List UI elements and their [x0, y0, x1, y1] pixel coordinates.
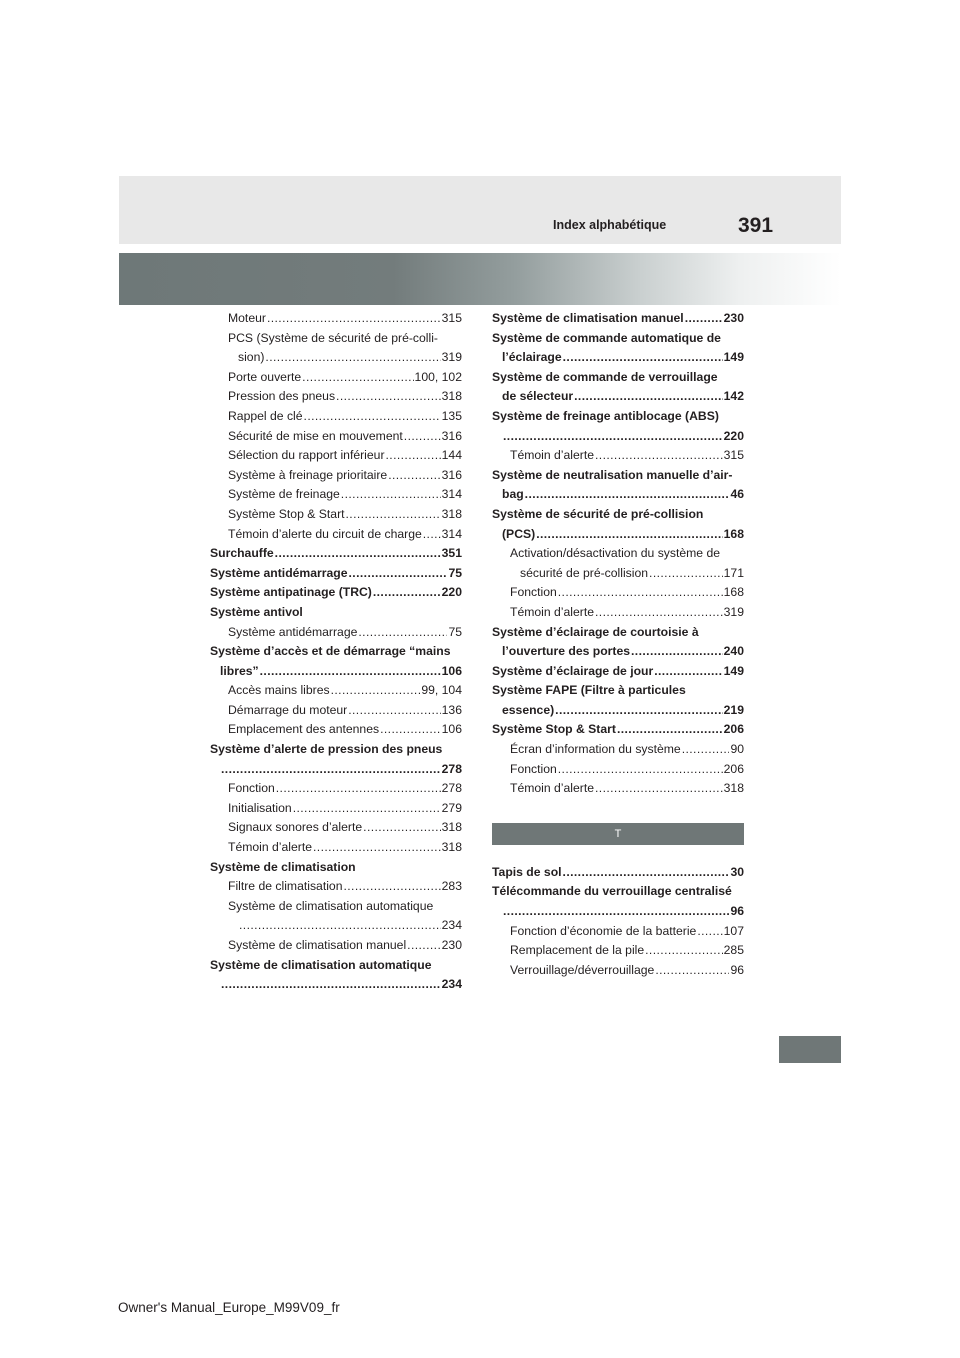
index-entry — [492, 701, 744, 721]
entry-term: sion) — [238, 350, 265, 365]
entry-term: l’ouverture des portes — [502, 644, 631, 659]
entry-page-ref: 316 — [441, 467, 462, 482]
index-entry — [492, 485, 744, 505]
index-entry — [492, 387, 744, 407]
footer-manual-id: Owner's Manual_Europe_M99V09_fr — [118, 1300, 340, 1315]
entry-page-ref: 75 — [448, 565, 462, 580]
entry-page-ref: 230 — [441, 938, 462, 952]
index-entry — [492, 720, 744, 740]
entry-page-ref: 30 — [730, 864, 744, 879]
index-entry — [492, 348, 744, 368]
entry-term: Système antipatinage (TRC) — [210, 585, 372, 600]
entry-term: Sécurité de mise en mouvement — [228, 428, 403, 443]
entry-term: Emplacement des antennes — [228, 722, 380, 737]
entry-page-ref: 106 — [441, 722, 462, 737]
entry-term: Système d’accès et de démarrage “mains — [210, 644, 451, 659]
index-entry — [210, 525, 462, 545]
index-entry — [210, 466, 462, 486]
dot-leader — [563, 348, 723, 368]
entry-term: Système antidémarrage — [210, 565, 348, 580]
dot-leader — [265, 348, 440, 368]
dot-leader — [349, 564, 448, 584]
entry-page-ref: 171 — [723, 565, 744, 580]
dot-leader — [358, 623, 447, 643]
entry-page-ref: 316 — [441, 428, 462, 443]
dot-leader — [595, 603, 723, 623]
dot-leader — [267, 309, 441, 329]
entry-page-ref: 168 — [723, 585, 744, 600]
entry-page-ref: 319 — [441, 350, 462, 365]
entry-page-ref: 96 — [730, 904, 744, 919]
dot-leader — [503, 902, 729, 922]
entry-term: Filtre de climatisation — [228, 879, 343, 894]
entry-page-ref: 278 — [441, 781, 462, 796]
entry-term: Surchauffe — [210, 546, 274, 561]
index-entry — [210, 583, 462, 603]
dot-leader — [649, 564, 723, 584]
index-entry — [210, 975, 462, 995]
entry-page-ref: 283 — [441, 879, 462, 894]
index-entry — [492, 407, 744, 427]
index-entry — [492, 623, 744, 643]
entry-term: Système de freinage antiblocage (ABS) — [492, 408, 719, 423]
index-entry — [210, 760, 462, 780]
entry-term: Verrouillage/déverrouillage — [510, 962, 655, 977]
entry-page-ref: 206 — [723, 761, 744, 776]
entry-term: bag — [502, 487, 524, 502]
dot-leader — [293, 799, 441, 819]
entry-term: Système de climatisation automatique — [210, 957, 432, 972]
entry-term: Système de freinage — [228, 487, 340, 502]
entry-page-ref: 75 — [448, 624, 462, 639]
index-entry — [492, 309, 744, 329]
dot-leader — [302, 368, 413, 388]
index-entry — [210, 681, 462, 701]
entry-page-ref: 136 — [441, 702, 462, 717]
entry-term: Système de neutralisation manuelle d’air- — [492, 467, 733, 482]
index-entry — [210, 897, 462, 917]
entry-page-ref: 220 — [441, 585, 462, 600]
entry-term: Témoin d’alerte — [228, 840, 312, 855]
dot-leader — [221, 975, 441, 995]
dot-leader — [336, 387, 441, 407]
entry-page-ref: 279 — [441, 800, 462, 815]
dot-leader — [388, 466, 440, 486]
index-entry — [210, 818, 462, 838]
page-number: 391 — [738, 214, 774, 237]
entry-term: Signaux sonores d’alerte — [228, 820, 363, 835]
entry-term: Tapis de sol — [492, 864, 562, 879]
entry-page-ref: 219 — [723, 702, 744, 717]
entry-term: essence) — [502, 702, 555, 717]
entry-page-ref: 107 — [723, 923, 744, 938]
entry-term: Fonction d’économie de la batterie — [510, 923, 697, 938]
index-entry — [210, 623, 462, 643]
dot-leader — [617, 720, 723, 740]
dot-leader — [363, 818, 441, 838]
dot-leader — [313, 838, 441, 858]
index-entry — [492, 368, 744, 388]
entry-term: Remplacement de la pile — [510, 943, 645, 958]
index-entry — [210, 838, 462, 858]
index-entry — [210, 348, 462, 368]
entry-term: (PCS) — [502, 526, 536, 541]
dot-leader — [563, 863, 730, 883]
dot-leader — [595, 446, 723, 466]
index-entry — [492, 922, 744, 942]
dot-leader — [404, 427, 441, 447]
entry-term: Télécommande du verrouillage centralisé — [492, 884, 732, 899]
entry-term: Démarrage du moteur — [228, 702, 348, 717]
dot-leader — [341, 485, 441, 505]
index-entry — [492, 902, 744, 922]
index-entry — [492, 642, 744, 662]
index-entry — [210, 387, 462, 407]
index-entry — [210, 427, 462, 447]
index-entry — [210, 779, 462, 799]
index-entry — [210, 740, 462, 760]
index-entry — [210, 956, 462, 976]
dot-leader — [331, 681, 421, 701]
index-entry — [492, 466, 744, 486]
index-entry — [492, 505, 744, 525]
index-entry — [492, 603, 744, 623]
entry-page-ref: 318 — [723, 781, 744, 796]
index-entry — [210, 564, 462, 584]
entry-page-ref: 99, 104 — [421, 683, 462, 698]
dot-leader — [631, 642, 723, 662]
index-entry — [210, 407, 462, 427]
dot-leader — [423, 525, 441, 545]
entry-term: Système d’éclairage de courtoisie à — [492, 624, 699, 639]
entry-term: l’éclairage — [502, 350, 562, 365]
entry-page-ref: 106 — [441, 663, 462, 678]
entry-term: de sélecteur — [502, 389, 574, 404]
dot-leader — [555, 701, 722, 721]
entry-page-ref: 90 — [730, 742, 744, 757]
entry-term: Fonction — [228, 781, 275, 796]
index-entry — [492, 427, 744, 447]
entry-term: Système de climatisation manuel — [492, 311, 684, 325]
entry-term: Système de climatisation — [210, 859, 356, 874]
entry-term: Système d’alerte de pression des pneus — [210, 742, 443, 757]
entry-page-ref: 319 — [723, 604, 744, 619]
entry-page-ref: 144 — [441, 448, 462, 463]
entry-page-ref: 149 — [723, 663, 744, 678]
dot-leader — [697, 922, 722, 942]
index-column-right — [492, 309, 744, 980]
index-entry — [210, 368, 462, 388]
entry-term: Système de commande de verrouillage — [492, 369, 718, 384]
entry-page-ref: 278 — [441, 761, 462, 776]
entry-page-ref: 135 — [441, 408, 462, 423]
dot-leader — [503, 427, 723, 447]
index-entry — [492, 740, 744, 760]
dot-leader — [239, 916, 441, 936]
entry-page-ref: 318 — [441, 506, 462, 521]
chapter-tab — [779, 1036, 841, 1063]
dot-leader — [558, 583, 723, 603]
entry-page-ref: 234 — [441, 918, 462, 933]
dot-leader — [380, 720, 441, 740]
index-entry — [492, 863, 744, 883]
entry-term: Système FAPE (Filtre à particules — [492, 683, 686, 698]
index-entry — [492, 525, 744, 545]
entry-page-ref: 318 — [441, 840, 462, 855]
entry-term: libres” — [220, 663, 259, 678]
entry-page-ref: 314 — [441, 487, 462, 502]
entry-page-ref: 234 — [441, 977, 462, 992]
dot-leader — [525, 485, 730, 505]
entry-term: Activation/désactivation du système de — [510, 546, 721, 561]
entry-term: Fonction — [510, 761, 557, 776]
dot-leader — [574, 387, 723, 407]
index-entry — [210, 329, 462, 349]
entry-page-ref: 142 — [723, 389, 744, 404]
entry-term: Témoin d’alerte — [510, 448, 594, 463]
entry-page-ref: 314 — [441, 526, 462, 541]
dot-leader — [645, 941, 723, 961]
index-entry — [210, 544, 462, 564]
entry-term: Fonction — [510, 585, 557, 600]
index-entry — [492, 882, 744, 902]
entry-term: Système de commande automatique de — [492, 330, 721, 345]
header-band — [119, 176, 841, 244]
entry-term: Écran d’information du système — [510, 742, 681, 757]
dot-leader — [275, 544, 441, 564]
entry-term: Système d’éclairage de jour — [492, 663, 654, 678]
index-entry — [492, 583, 744, 603]
dot-leader — [276, 779, 441, 799]
entry-term: Système Stop & Start — [492, 722, 616, 737]
entry-page-ref: 318 — [441, 820, 462, 835]
index-entry — [210, 603, 462, 623]
entry-term: Rappel de clé — [228, 408, 303, 423]
dot-leader — [407, 936, 441, 956]
entry-term: Système Stop & Start — [228, 506, 345, 521]
entry-term: Témoin d’alerte — [510, 604, 594, 619]
entry-page-ref: 220 — [723, 428, 744, 443]
entry-page-ref: 318 — [441, 389, 462, 404]
entry-page-ref: 149 — [723, 350, 744, 365]
index-entry — [210, 446, 462, 466]
entry-term: Système à freinage prioritaire — [228, 467, 388, 482]
entry-term: Témoin d’alerte — [510, 781, 594, 796]
entry-page-ref: 100, 102 — [414, 369, 462, 384]
index-entry — [492, 941, 744, 961]
entry-page-ref: 351 — [441, 546, 462, 561]
index-entry — [210, 309, 462, 329]
entry-page-ref: 168 — [723, 526, 744, 541]
decorative-gradient-band — [119, 253, 841, 305]
entry-page-ref: 240 — [723, 644, 744, 659]
dot-leader — [595, 779, 723, 799]
entry-page-ref: 315 — [723, 448, 744, 463]
entry-term: PCS (Système de sécurité de pré-colli- — [228, 330, 438, 345]
dot-leader — [685, 309, 723, 329]
entry-page-ref: 96 — [730, 962, 744, 977]
index-entry — [492, 564, 744, 584]
entry-term: Système antidémarrage — [228, 624, 358, 639]
entry-term: Système de climatisation automatique — [228, 898, 434, 913]
dot-leader — [682, 740, 730, 760]
entry-term: Porte ouverte — [228, 369, 302, 384]
index-entry — [492, 681, 744, 701]
dot-leader — [558, 760, 723, 780]
index-entry — [492, 544, 744, 564]
dot-leader — [346, 505, 441, 525]
dot-leader — [221, 760, 441, 780]
dot-leader — [348, 701, 440, 721]
index-entry — [492, 662, 744, 682]
entry-term: Accès mains libres — [228, 683, 330, 698]
dot-leader — [536, 525, 722, 545]
index-column-left — [210, 309, 462, 995]
index-entry — [210, 662, 462, 682]
dot-leader — [260, 662, 441, 682]
entry-term: Système de climatisation manuel — [228, 938, 407, 952]
index-entry — [210, 485, 462, 505]
entry-page-ref: 315 — [441, 311, 462, 325]
entry-page-ref: 285 — [723, 943, 744, 958]
dot-leader — [373, 583, 441, 603]
dot-leader — [304, 407, 441, 427]
index-entry — [492, 779, 744, 799]
entry-term: Système de sécurité de pré-collision — [492, 506, 704, 521]
index-entry — [210, 642, 462, 662]
entry-page-ref: 230 — [723, 311, 744, 325]
section-title: Index alphabétique — [553, 218, 667, 232]
entry-term: Système antivol — [210, 604, 303, 619]
index-entry — [492, 760, 744, 780]
entry-term: Initialisation — [228, 800, 292, 815]
dot-leader — [386, 446, 441, 466]
index-entry — [210, 720, 462, 740]
dot-leader — [655, 961, 729, 981]
index-entry — [210, 505, 462, 525]
index-entry — [210, 936, 462, 956]
entry-term: sécurité de pré-collision — [520, 565, 649, 580]
dot-leader — [654, 662, 722, 682]
entry-page-ref: 46 — [730, 487, 744, 502]
index-entry — [492, 961, 744, 981]
entry-term: Témoin d’alerte du circuit de charge — [228, 526, 422, 541]
entry-term: Pression des pneus — [228, 389, 336, 404]
index-entry — [210, 916, 462, 936]
entry-page-ref: 206 — [723, 722, 744, 737]
index-entry — [210, 799, 462, 819]
index-entry — [210, 877, 462, 897]
entry-term: Moteur — [228, 311, 266, 325]
entry-term: Sélection du rapport inférieur — [228, 448, 385, 463]
dot-leader — [343, 877, 440, 897]
index-entry — [210, 858, 462, 878]
letter-heading-t: T — [492, 823, 744, 845]
index-entry — [492, 446, 744, 466]
index-entry — [210, 701, 462, 721]
index-entry — [492, 329, 744, 349]
